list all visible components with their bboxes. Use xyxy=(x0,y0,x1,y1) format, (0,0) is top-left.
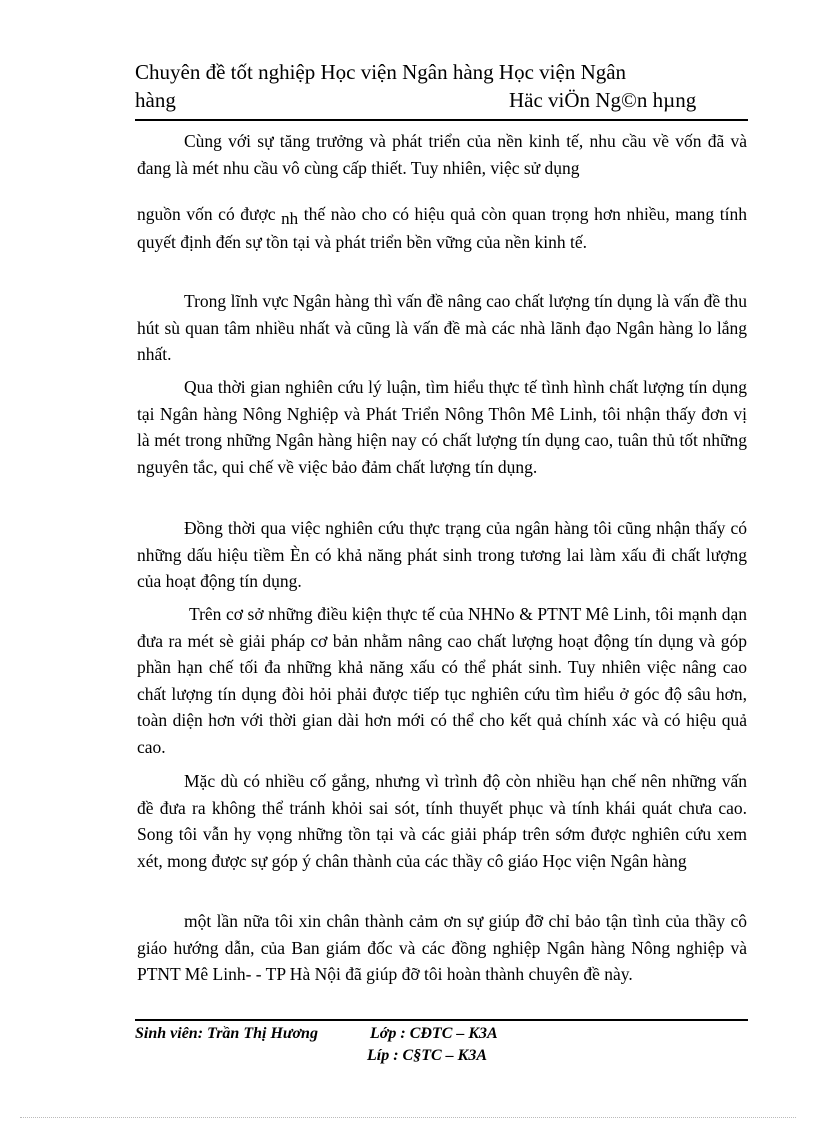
paragraph-1a: Cùng với sự tăng trưởng và phát triển của nền kinh tế, nhu cầu về vốn đã và đang là mét nhu cầu vô cùng cấp thiết. Tuy nhiên, việc sử dụng xyxy=(137,131,747,178)
footer-student-name: Sinh viên: Trần Thị Hương xyxy=(135,1025,318,1042)
paragraph-5: Trên cơ sở những điều kiện thực tế của NHNo & PTNT Mê Linh, tôi mạnh dạn đưa ra mét sè giải pháp cơ bản nhằm nâng cao chất lượng hoạt động tín dụng và góp phần hạn chế tối đa những khả năng xấu có thể phát sinh. Tuy nhiên việc nâng cao chất lượng tín dụng đòi hỏi phải được tiếp tục nghiên cứu tìm hiểu ở góc độ sâu hơn, toàn diện hơn với thời gian dài hơn mới có thể cho kết quả chính xác và có hiệu quả cao. xyxy=(137,604,747,757)
header-title-line1: Chuyên đề tốt nghiệp Học viện Ngân hàng Học viện Ngân xyxy=(135,60,627,84)
paragraph-6: Mặc dù có nhiều cố gắng, nhưng vì trình độ còn nhiều hạn chế nên những vấn đề đưa ra không thể tránh khỏi sai sót, tính thuyết phục và tính khái quát chưa cao. Song tôi vẫn hy vọng những tồn tại và các giải pháp trên sớm được nghiên cứu xem xét, mong được sự góp ý chân thành của các thầy cô giáo Học viện Ngân hàng xyxy=(137,771,747,871)
footer-class-alt: Líp : C§TC – K3A xyxy=(367,1047,488,1064)
paragraph-1b-start: nguồn vốn có được xyxy=(137,204,276,224)
paragraph-1b-nh: nh xyxy=(281,209,299,228)
paragraph-1b-rest: thế nào cho có hiệu quả còn quan trọng hơn nhiều, mang tính quyết định đến sự tồn tại và phát triển bền vững của nền kinh tế. xyxy=(137,204,747,252)
header-title-line2-right: Häc viÖn Ng©n hµng xyxy=(509,88,697,112)
paragraph-1b xyxy=(137,201,747,255)
footer-divider xyxy=(135,1019,748,1021)
header-title-line2-left: hàng xyxy=(135,88,176,112)
footer-class: Lớp : CĐTC – K3A xyxy=(370,1025,498,1042)
paragraph-7: một lần nữa tôi xin chân thành cảm ơn sự giúp đỡ chỉ bảo tận tình của thầy cô giáo hướng dẫn, của Ban giám đốc và các đồng nghiệp Ngân hàng Nông nghiệp và PTNT Mê Linh- - TP Hà Nội đã giúp đỡ tôi hoàn thành chuyên đề này. xyxy=(137,911,747,984)
paragraph-2: Trong lĩnh vực Ngân hàng thì vấn đề nâng cao chất lượng tín dụng là vấn đề thu hút sù quan tâm nhiều nhất và cũng là vấn đề mà các nhà lãnh đạo Ngân hàng lo lắng nhất. xyxy=(137,291,747,364)
paragraph-3: Qua thời gian nghiên cứu lý luận, tìm hiểu thực tế tình hình chất lượng tín dụng tại Ngân hàng Nông Nghiệp và Phát Triển Nông Thôn Mê Linh, tôi nhận thấy đơn vị là mét trong những Ngân hàng hiện nay có chất lượng tín dụng cao, tuân thủ tốt những nguyên tắc, qui chế về việc bảo đảm chất lượng tín dụng. xyxy=(137,377,747,477)
page-bottom-border xyxy=(20,1117,796,1118)
paragraph-4: Đồng thời qua việc nghiên cứu thực trạng của ngân hàng tôi cũng nhận thấy có những dấu hiệu tiềm Èn có khả năng phát sinh trong tương lai làm xấu đi chất lượng của hoạt động tín dụng. xyxy=(137,518,747,591)
header-divider xyxy=(135,119,748,121)
